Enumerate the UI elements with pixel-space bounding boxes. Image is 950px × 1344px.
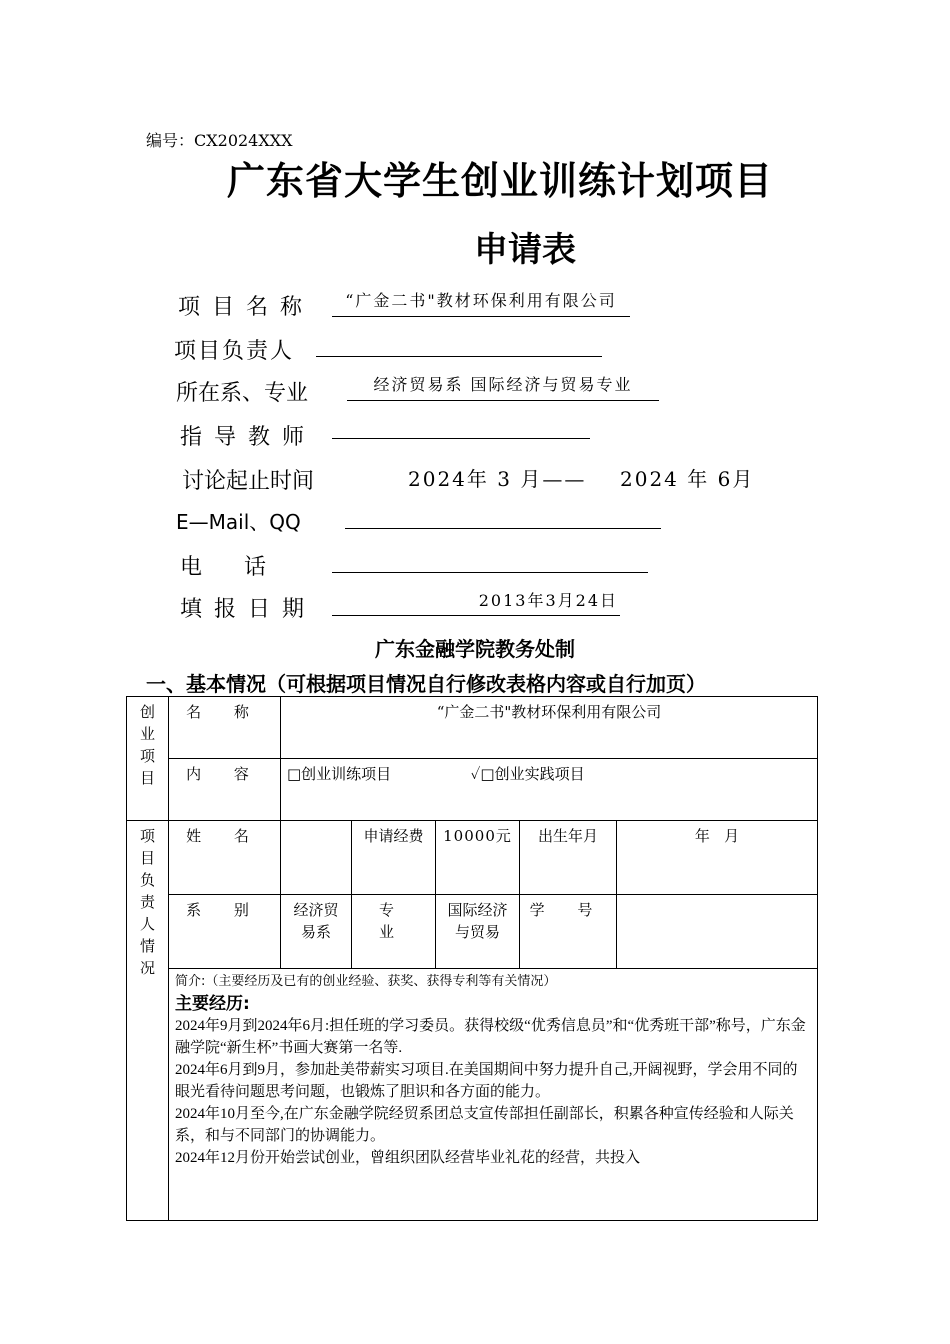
name-value: “广金二书"教材环保利用有限公司 [281, 697, 818, 759]
section-title: 一、基本情况（可根据项目情况自行修改表格内容或自行加页） [146, 672, 706, 696]
intro-cell [169, 969, 818, 1221]
dept-value: 经济贸易系 [281, 895, 352, 969]
content-label: 内 容 [169, 759, 281, 821]
group-startup-project: 创业项目 [127, 697, 169, 821]
email-label: E—Mail、QQ [176, 510, 301, 534]
department-label: 所在系、专业 [176, 381, 309, 406]
sid-label: 学 号 [520, 895, 617, 969]
advisor-value [332, 408, 590, 439]
period-start: 2024年 3 月—— [408, 467, 587, 491]
department-value: 经济贸易系 国际经济与贸易专业 [347, 370, 659, 401]
xingming-label: 姓 名 [169, 821, 281, 895]
phone-value [332, 542, 648, 573]
form-subtitle: 申请表 [474, 230, 576, 270]
dept-label: 系 别 [169, 895, 281, 969]
birth-label: 出生年月 [520, 821, 617, 895]
form-title: 广东省大学生创业训练计划项目 [226, 159, 773, 203]
email-value [345, 498, 661, 529]
serial-number: 编号：CX2024XXX [146, 131, 293, 150]
intro-label: 简介:（主要经历及已有的创业经验、获奖、获得专利等有关情况） [175, 974, 557, 989]
date-label: 填报日期 [180, 597, 317, 622]
project-name-value: “广金二书"教材环保利用有限公司 [332, 286, 630, 317]
name-label: 名 称 [169, 697, 281, 759]
fee-value: 10000元 [436, 821, 520, 895]
major-label: 专 业 [352, 895, 436, 969]
intro-paragraph: 2024年12月份开始尝试创业，曾组织团队经营毕业礼花的经营，共投入 [175, 1150, 641, 1166]
intro-heading: 主要经历: [175, 994, 250, 1014]
birth-value: 年 月 [617, 821, 818, 895]
fee-label: 申请经费 [352, 821, 436, 895]
basic-info-table [126, 696, 818, 1221]
major-value: 国际经济与贸易 [436, 895, 520, 969]
issuing-office: 广东金融学院教务处制 [375, 637, 575, 661]
option-practice[interactable]: ✓□创业实践项目 [470, 765, 585, 783]
project-name-label: 项目名称 [178, 295, 315, 320]
period-label: 讨论起止时间 [182, 469, 315, 494]
phone-label: 电 话 [180, 555, 266, 580]
intro-paragraph: 2024年6月到9月，参加赴美带薪实习项目.在美国期间中努力提升自己,开阔视野，学会用不同的眼光看待问题思考问题，也锻炼了胆识和各方面的能力。 [175, 1062, 798, 1100]
sid-value [617, 895, 818, 969]
period-end: 2024 年 6月 [620, 467, 755, 491]
xingming-value [281, 821, 352, 895]
intro-paragraph: 2024年9月到2024年6月:担任班的学习委员。获得校级“优秀信息员”和“优秀班干部”称号，广东金融学院“新生杯”书画大赛第一名等. [175, 1018, 806, 1056]
leader-label: 项目负责人 [174, 339, 295, 364]
advisor-label: 指导教师 [180, 425, 317, 450]
intro-paragraph: 2024年10月至今,在广东金融学院经贸系团总支宣传部担任副部长，积累各种宣传经验和人际关系，和与不同部门的协调能力。 [175, 1106, 794, 1144]
date-value: 2013年3月24日 [332, 586, 620, 616]
leader-value [316, 326, 602, 357]
option-training[interactable]: □创业训练项目 [287, 765, 392, 783]
content-options [281, 759, 818, 821]
group-leader-info: 项目负责人情况 [127, 821, 169, 1221]
